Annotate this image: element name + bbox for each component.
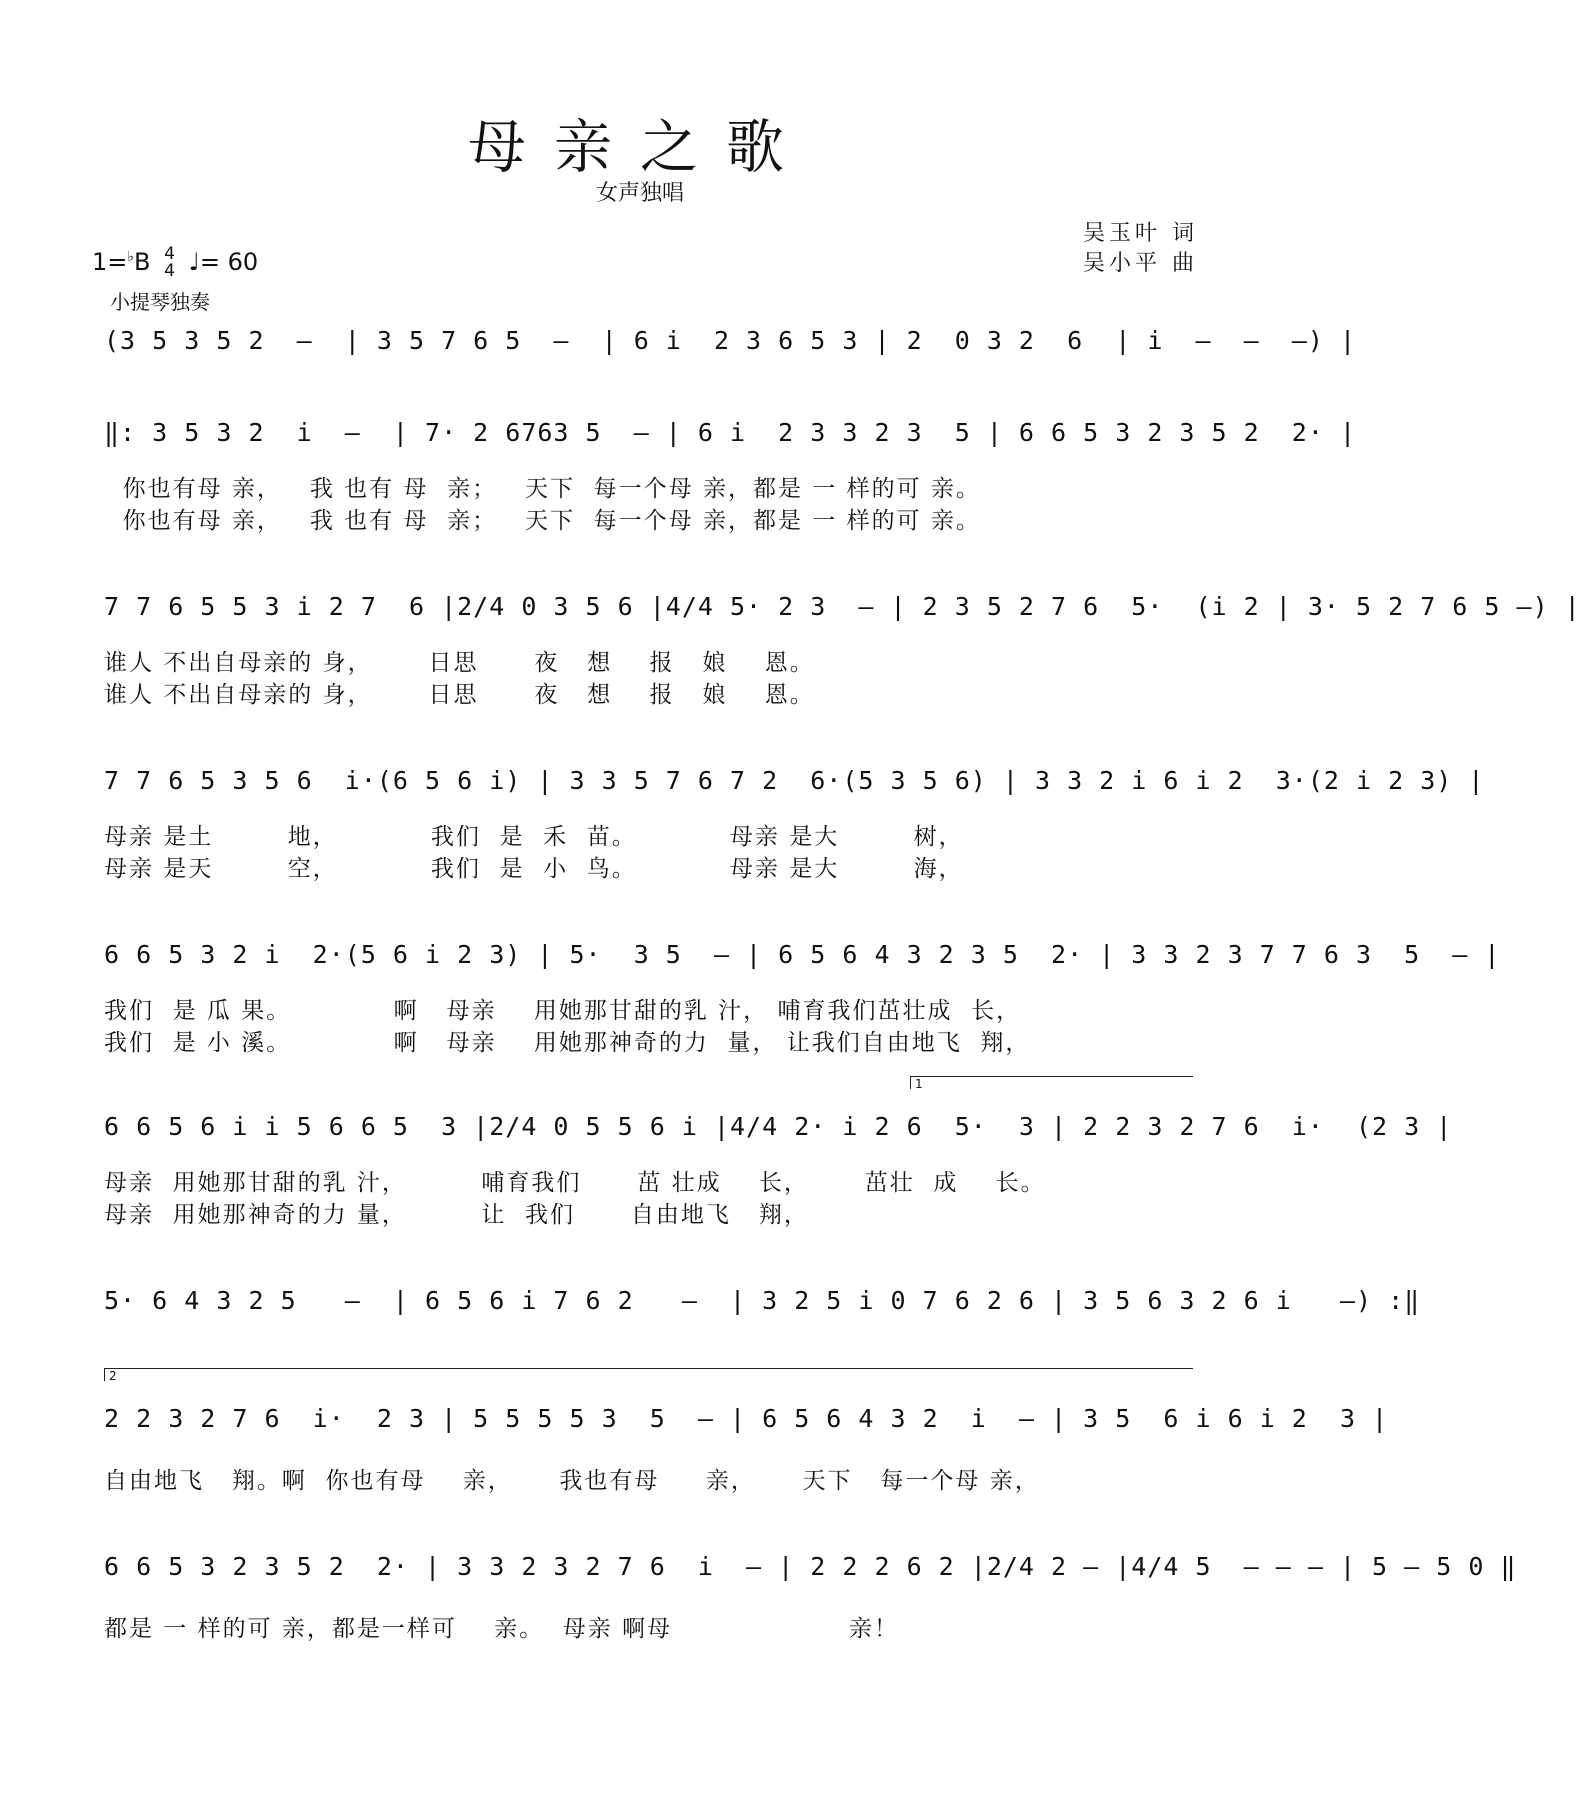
- tempo-marking: ♩= 60: [188, 248, 259, 276]
- key-signature: [92, 246, 258, 280]
- lyric-4-verse-2: 母亲 是天 空， 我们 是 小 鸟。 母亲 是大 海，: [104, 856, 964, 882]
- key-prefix: 1=: [92, 248, 128, 276]
- lyric-9: 都是 一 样的可 亲，都是一样可 亲。 母亲 啊母 亲！: [104, 1616, 900, 1642]
- intro-label: 小提琴独奏: [110, 290, 210, 314]
- volta-bracket-2: 2: [104, 1368, 1193, 1381]
- notation-line-3: 7 7 6 5 5 3 i 2 7 6 |2/4 0 3 5 6 |4/4 5· 2 3 – | 2 3 5 2 7 6 5· (i 2 | 3· 5 2 7 6 5 –) |: [104, 592, 1581, 621]
- lyric-8: 自由地飞 翔。啊 你也有母 亲， 我也有母 亲， 天下 每一个母 亲，: [104, 1468, 1040, 1494]
- notation-line-5: 6 6 5 3 2 i 2·(5 6 i 2 3) | 5· 3 5 – | 6 5 6 4 3 2 3 5 2· | 3 3 2 3 7 7 6 3 5 – |: [104, 940, 1501, 969]
- lyric-2-verse-2: 你也有母 亲， 我 也有 母 亲； 天下 每一个母 亲，都是 一 样的可 亲。: [104, 508, 981, 534]
- notation-line-6: 6 6 5 6 i i 5 6 6 5 3 |2/4 0 5 5 6 i |4/4 2· i 2 6 5· 3 | 2 2 3 2 7 6 i· (2 3 |: [104, 1112, 1453, 1141]
- notation-line-2: ‖: 3 5 3 2 i – | 7· 2 6763 5 – | 6 i 2 3 3 2 3 5 | 6 6 5 3 2 3 5 2 2· |: [104, 418, 1356, 447]
- lyricist-credit: 吴玉叶 词: [1083, 221, 1198, 246]
- volta-bracket-1: 1: [910, 1076, 1193, 1089]
- song-subtitle: 女声独唱: [595, 181, 684, 206]
- notation-line-9: 6 6 5 3 2 3 5 2 2· | 3 3 2 3 2 7 6 i – | 2 2 2 6 2 |2/4 2 – |4/4 5 – – – | 5 – 5 0 ‖: [104, 1552, 1517, 1581]
- time-numerator: 4: [164, 244, 175, 264]
- notation-line-4: 7 7 6 5 3 5 6 i·(6 5 6 i) | 3 3 5 7 6 7 2 6·(5 3 5 6) | 3 3 2 i 6 i 2 3·(2 i 2 3) |: [104, 766, 1485, 795]
- notation-line-8: 2 2 3 2 7 6 i· 2 3 | 5 5 5 5 3 5 – | 6 5 6 4 3 2 i – | 3 5 6 i 6 i 2 3 |: [104, 1404, 1389, 1433]
- lyric-3-verse-2: 谁人 不出自母亲的 身， 日思 夜 想 报 娘 恩。: [104, 682, 815, 708]
- lyric-3-verse-1: 谁人 不出自母亲的 身， 日思 夜 想 报 娘 恩。: [104, 650, 815, 676]
- lyric-5-verse-2: 我们 是 小 溪。 啊 母亲 用她那神奇的力 量， 让我们自由地飞 翔，: [104, 1030, 1031, 1056]
- lyric-6-verse-1: 母亲 用她那甘甜的乳 汁， 哺育我们 茁 壮成 长， 茁壮 成 长。: [104, 1170, 1046, 1196]
- time-signature: [164, 246, 175, 280]
- lyric-6-verse-2: 母亲 用她那神奇的力 量， 让 我们 自由地飞 翔，: [104, 1202, 809, 1228]
- song-title: 母亲之歌: [467, 113, 812, 181]
- notation-line-1: (3 5 3 5 2 – | 3 5 7 6 5 – | 6 i 2 3 6 5 3 | 2 0 3 2 6 | i – – –) |: [104, 326, 1356, 355]
- lyric-4-verse-1: 母亲 是土 地， 我们 是 禾 苗。 母亲 是大 树，: [104, 824, 964, 850]
- lyric-5-verse-1: 我们 是 瓜 果。 啊 母亲 用她那甘甜的乳 汁， 哺育我们茁壮成 长，: [104, 998, 1022, 1024]
- lyric-2-verse-1: 你也有母 亲， 我 也有 母 亲； 天下 每一个母 亲，都是 一 样的可 亲。: [104, 476, 981, 502]
- composer-credit: 吴小平 曲: [1083, 251, 1198, 276]
- flat-symbol: ♭: [127, 249, 134, 265]
- key-note: B: [134, 248, 151, 276]
- notation-line-7: 5· 6 4 3 2 5 – | 6 5 6 i 7 6 2 – | 3 2 5 i 0 7 6 2 6 | 3 5 6 3 2 6 i –) :‖: [104, 1286, 1421, 1315]
- time-denominator: 4: [164, 261, 175, 281]
